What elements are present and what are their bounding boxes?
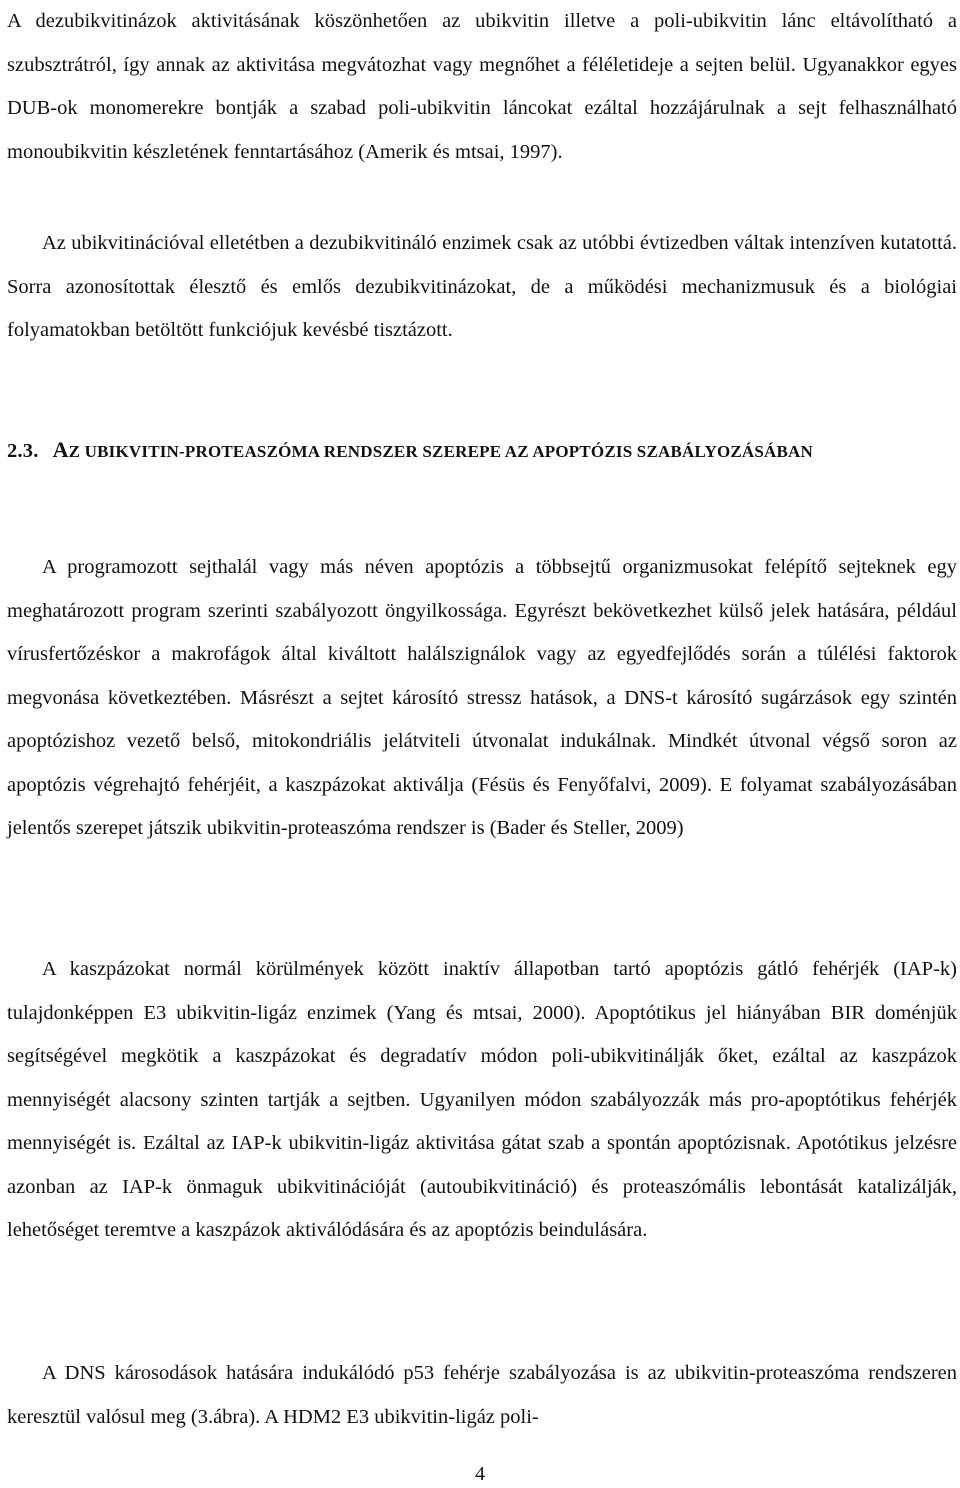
body-paragraph: A DNS károsodások hatására indukálódó p53 fehérje szabályozása is az ubikvitin-proteaszóma rendszeren keresztül valósul meg (3.ábra). A HDM2 E3 ubikvitin-ligáz poli- <box>7 1362 957 1428</box>
body-paragraph: Az ubikvitinációval elletétben a dezubikvitináló enzimek csak az utóbbi évtizedben váltak intenzíven kutatottá. Sorra azonosítottak élesztő és emlős dezubikvitinázokat, de a működési mechanizmusuk és a biológiai folyamatokban betöltött funkciójuk kevésbé tisztázott. <box>7 232 957 341</box>
section-title-initial: A <box>52 437 69 462</box>
section-number: 2.3. <box>7 440 39 462</box>
body-paragraph: A dezubikvitinázok aktivitásának köszönhetően az ubikvitin illetve a poli-ubikvitin lánc eltávolítható a szubsztrátról, így annak az aktivitása megvátozhat vagy megnőhet a féléletideje a sejten belül. Ugyanakkor egyes DUB-ok monomerekre bontják a szabad poli-ubikvitin láncokat ezáltal hozzájárulnak a sejt felhasználható monoubikvitin készletének fenntartásához (Amerik és mtsai, 1997). <box>7 10 957 163</box>
section-heading <box>7 427 957 474</box>
body-paragraph: A kaszpázokat normál körülmények között inaktív állapotban tartó apoptózis gátló fehérjék (IAP-k) tulajdonképpen E3 ubikvitin-ligáz enzimek (Yang és mtsai, 2000). Apoptótikus jel hiányában BIR doménjük segítségével megkötik a kaszpázokat és degradatív módon poli-ubikvitinálják őket, ezáltal az kaszpázok mennyiségét alacsony szinten tartják a sejtben. Ugyanilyen módon szabályozzák más pro-apoptótikus fehérjék mennyiségét is. Ezáltal az IAP-k ubikvitin-ligáz aktivitása gátat szab a spontán apoptózisnak. Apotótikus jelzésre azonban az IAP-k önmaguk ubikvitinációját (autoubikvitináció) és proteaszómális lebontását katalizálják, lehetőséget teremtve a kaszpázok aktiválódására és az apoptózis beindulására. <box>7 958 957 1241</box>
page-number: 4 <box>475 1463 485 1485</box>
section-title: Z UBIKVITIN-PROTEASZÓMA RENDSZER SZEREPE AZ APOPTÓZIS SZABÁLYOZÁSÁBAN <box>68 442 814 461</box>
body-paragraph: A programozott sejthalál vagy más néven apoptózis a többsejtű organizmusokat felépítő sejteknek egy meghatározott program szerinti szabályozott öngyilkossága. Egyrészt bekövetkezhet külső jelek hatására, például vírusfertőzéskor a makrofágok által kiváltott halálszignálok vagy az egyedfejlődés során a túlélési faktorok megvonása következtében. Másrészt a sejtet károsító stressz hatások, a DNS-t károsító sugárzások egy szintén apoptózishoz vezető belső, mitokondriális jelátviteli útvonalat indukálnak. Mindkét útvonal végső soron az apoptózis végrehajtó fehérjéit, a kaszpázokat aktiválja (Fésüs és Fenyőfalvi, 2009). E folyamat szabályozásában jelentős szerepet játszik ubikvitin-proteaszóma rendszer is (Bader és Steller, 2009) <box>7 556 957 839</box>
